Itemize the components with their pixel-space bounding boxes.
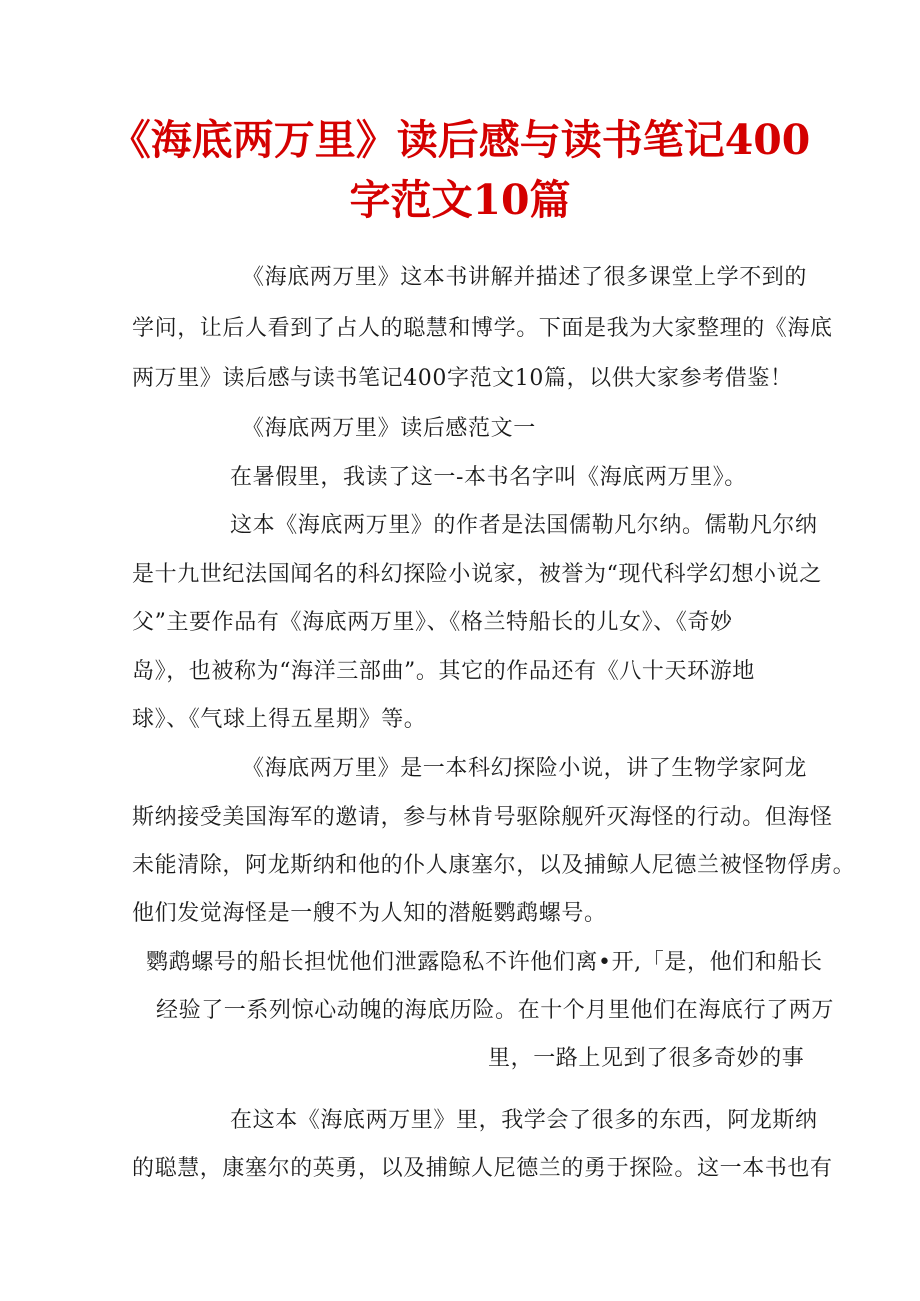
section-heading: 《海底两万里》读后感范文一 xyxy=(242,416,536,441)
paragraph-line: 岛》，也被称为“海洋三部曲”。其它的作品还有《八十天环游地 xyxy=(132,659,755,684)
paragraph-line: 的聪慧，康塞尔的英勇，以及捕鲸人尼德兰的勇于探险。这一本书也有 xyxy=(132,1156,833,1181)
paragraph-line: 父”主要作品有《海底两万里》、《格兰特船长的儿女》、《奇妙 xyxy=(132,610,733,635)
paragraph-line: 斯纳接受美国海军的邀请，参与林肯号驱除舰歼灭海怪的行动。但海怪 xyxy=(132,805,833,830)
paragraph-line: 学问，让后人看到了占人的聪慧和博学。下面是我为大家整理的《海底 xyxy=(132,316,833,341)
paragraph-line: 未能清除，阿龙斯纳和他的仆人康塞尔，以及捕鲸人尼德兰被怪物俘虏。 xyxy=(132,853,856,878)
paragraph-line: 《海底两万里》这本书讲解并描述了很多课堂上学不到的 xyxy=(242,265,808,290)
paragraph-line: 两万里》读后感与读书笔记400字范文10篇，以供大家参考借鉴！ xyxy=(132,366,793,391)
paragraph-line: 球》、《气球上得五星期》等。 xyxy=(132,707,427,732)
paragraph-line: 《海底两万里》是一本科幻探险小说，讲了生物学家阿龙 xyxy=(242,756,808,781)
paragraph-line: 在这本《海底两万里》里，我学会了很多的东西，阿龙斯纳 xyxy=(230,1108,818,1133)
paragraph-line: 里，一路上见到了很多奇妙的事 xyxy=(488,1046,805,1071)
paragraph-line: 他们发觉海怪是一艘不为人知的潜艇鹦鹉螺号。 xyxy=(132,901,607,926)
document-title-line-2: 字范文10篇 xyxy=(349,176,571,224)
paragraph-line: 这本《海底两万里》的作者是法国儒勒凡尔纳。儒勒凡尔纳 xyxy=(230,513,818,538)
paragraph-line: 是十九世纪法国闻名的科幻探险小说家，被誉为“现代科学幻想小说之 xyxy=(132,562,822,587)
paragraph-line: 经验了一系列惊心动魄的海底历险。在十个月里他们在海底行了两万 xyxy=(156,998,835,1023)
paragraph-line: 鹦鹉螺号的船长担忧他们泄露隐私不许他们离•开,「是，他们和船长 xyxy=(146,950,823,975)
paragraph-line: 在暑假里，我读了这一-本书名字叫《海底两万里》。 xyxy=(230,465,747,490)
document-title-line-1: 《海底两万里》读后感与读书笔记400 xyxy=(109,116,811,164)
